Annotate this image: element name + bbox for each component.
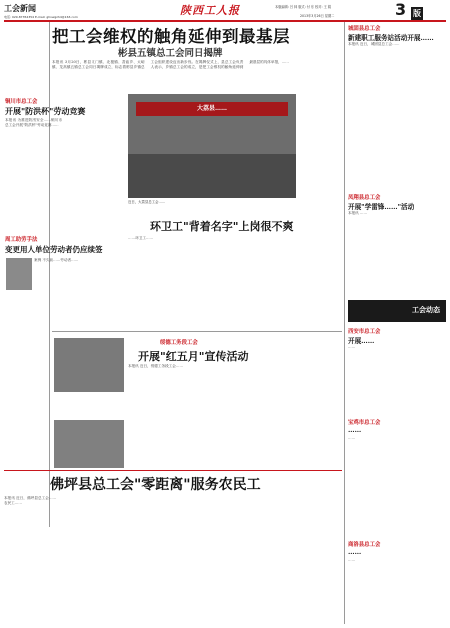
right-ad-label: 工会动态 (412, 306, 440, 314)
lead-photo (128, 94, 296, 198)
issue-info: 本版编辑: 吕 林 版式: 付 东 校对: 王 娟 (275, 5, 331, 9)
right-body-3: …… (348, 345, 356, 349)
bottom-body: 本报讯 近日，佛坪县总工会……农民工…… (4, 496, 57, 506)
right-body-5: …… (348, 558, 356, 562)
issue-date: 2013年3月26日 星期二 (300, 14, 335, 18)
left-body-2: 案例 不久前……劳动者…… (34, 258, 79, 262)
right-body-2: 本报讯 …… (348, 211, 368, 215)
right-body-1: 本报讯 近日，城固县总工会…… (348, 42, 400, 46)
lawyer-portrait (6, 258, 32, 290)
right-kicker-3: 西安市总工会 (348, 329, 381, 335)
lead-body: 本报讯 3月20日，彬县义门镇、北极镇、香庙乡、太峪镇、龙高镇五镇总工会同日揭牌成立，标志着彬县乡镇总工会组织建设迈出新步伐。在揭牌仪式上，县总工会负责人表示，乡镇总工会的成立，是把工会维权的触角延伸到最基层的具体举措，…… (52, 60, 289, 70)
left-title-2: 变更用人单位劳动者仍应续签 (5, 245, 103, 254)
bottom-rule (4, 470, 342, 471)
right-title-3: 开展…… (348, 337, 375, 345)
right-title-4: …… (348, 426, 362, 434)
bottom-headline: 佛坪县总工会"零距离"服务农民工 (50, 477, 261, 493)
left-top-body (4, 24, 48, 92)
center-top-body (300, 94, 342, 214)
right-title-5: …… (348, 548, 362, 556)
lead-headline: 把工会维权的触角延伸到最基层 (52, 27, 290, 46)
masthead-rule (4, 20, 446, 22)
center-title-2: 开展"红五月"宣传活动 (138, 350, 249, 363)
right-kicker-5: 商洛县总工会 (348, 542, 381, 548)
photo-crowd (128, 154, 296, 198)
left-kicker-1: 铜川市总工会 (5, 99, 38, 105)
left-body-2b (5, 294, 33, 418)
left-kicker-2: 周工助劳手法 (5, 237, 38, 243)
right-title-1: 新建职工服务站活动开展…… (348, 34, 434, 42)
section-title: 工会新闻 (4, 4, 36, 13)
left-title-1: 开展"防洪杯"劳动竞赛 (5, 106, 86, 116)
center-title-1: 环卫工"背着名字"上岗很不爽 (150, 220, 294, 233)
center-photo-2 (54, 338, 124, 392)
lead-photo-caption: 近日，大荔县总工会…… (128, 200, 166, 204)
photo-banner: 大荔县…… (136, 102, 288, 116)
right-ad-box (348, 300, 446, 322)
right-title-2: 开展"学雷锋……"活动 (348, 203, 415, 211)
center-body-1: ……环卫工…… (128, 236, 154, 240)
paper-name: 陕西工人报 (180, 4, 240, 17)
right-kicker-4: 宝鸡市总工会 (348, 420, 381, 426)
center-photo-3 (54, 420, 124, 468)
lead-subheadline: 彬县五镇总工会同日揭牌 (118, 48, 223, 59)
right-divider (344, 22, 345, 624)
contact-line: 电话: 029-87354354 E-mail: ghxwgzhd@163.com (4, 15, 78, 19)
page-unit: 版 (413, 9, 421, 18)
right-kicker-2: 凤翔县总工会 (348, 195, 381, 201)
center-photo-2-caption (54, 394, 124, 412)
center-rule (52, 331, 342, 332)
page-number: 3 (395, 0, 407, 19)
left-body-1: 本报讯 为推进防汛安全……铜川市总工会开展"防洪杯"劳动竞赛…… (5, 118, 62, 128)
center-kicker-2: 绥德工务段工会 (160, 340, 198, 346)
right-body-4: …… (348, 436, 356, 440)
right-kicker-1: 城固县总工会 (348, 26, 381, 32)
center-body-2: 本报讯 近日，绥德工务段工会…… (128, 364, 184, 368)
